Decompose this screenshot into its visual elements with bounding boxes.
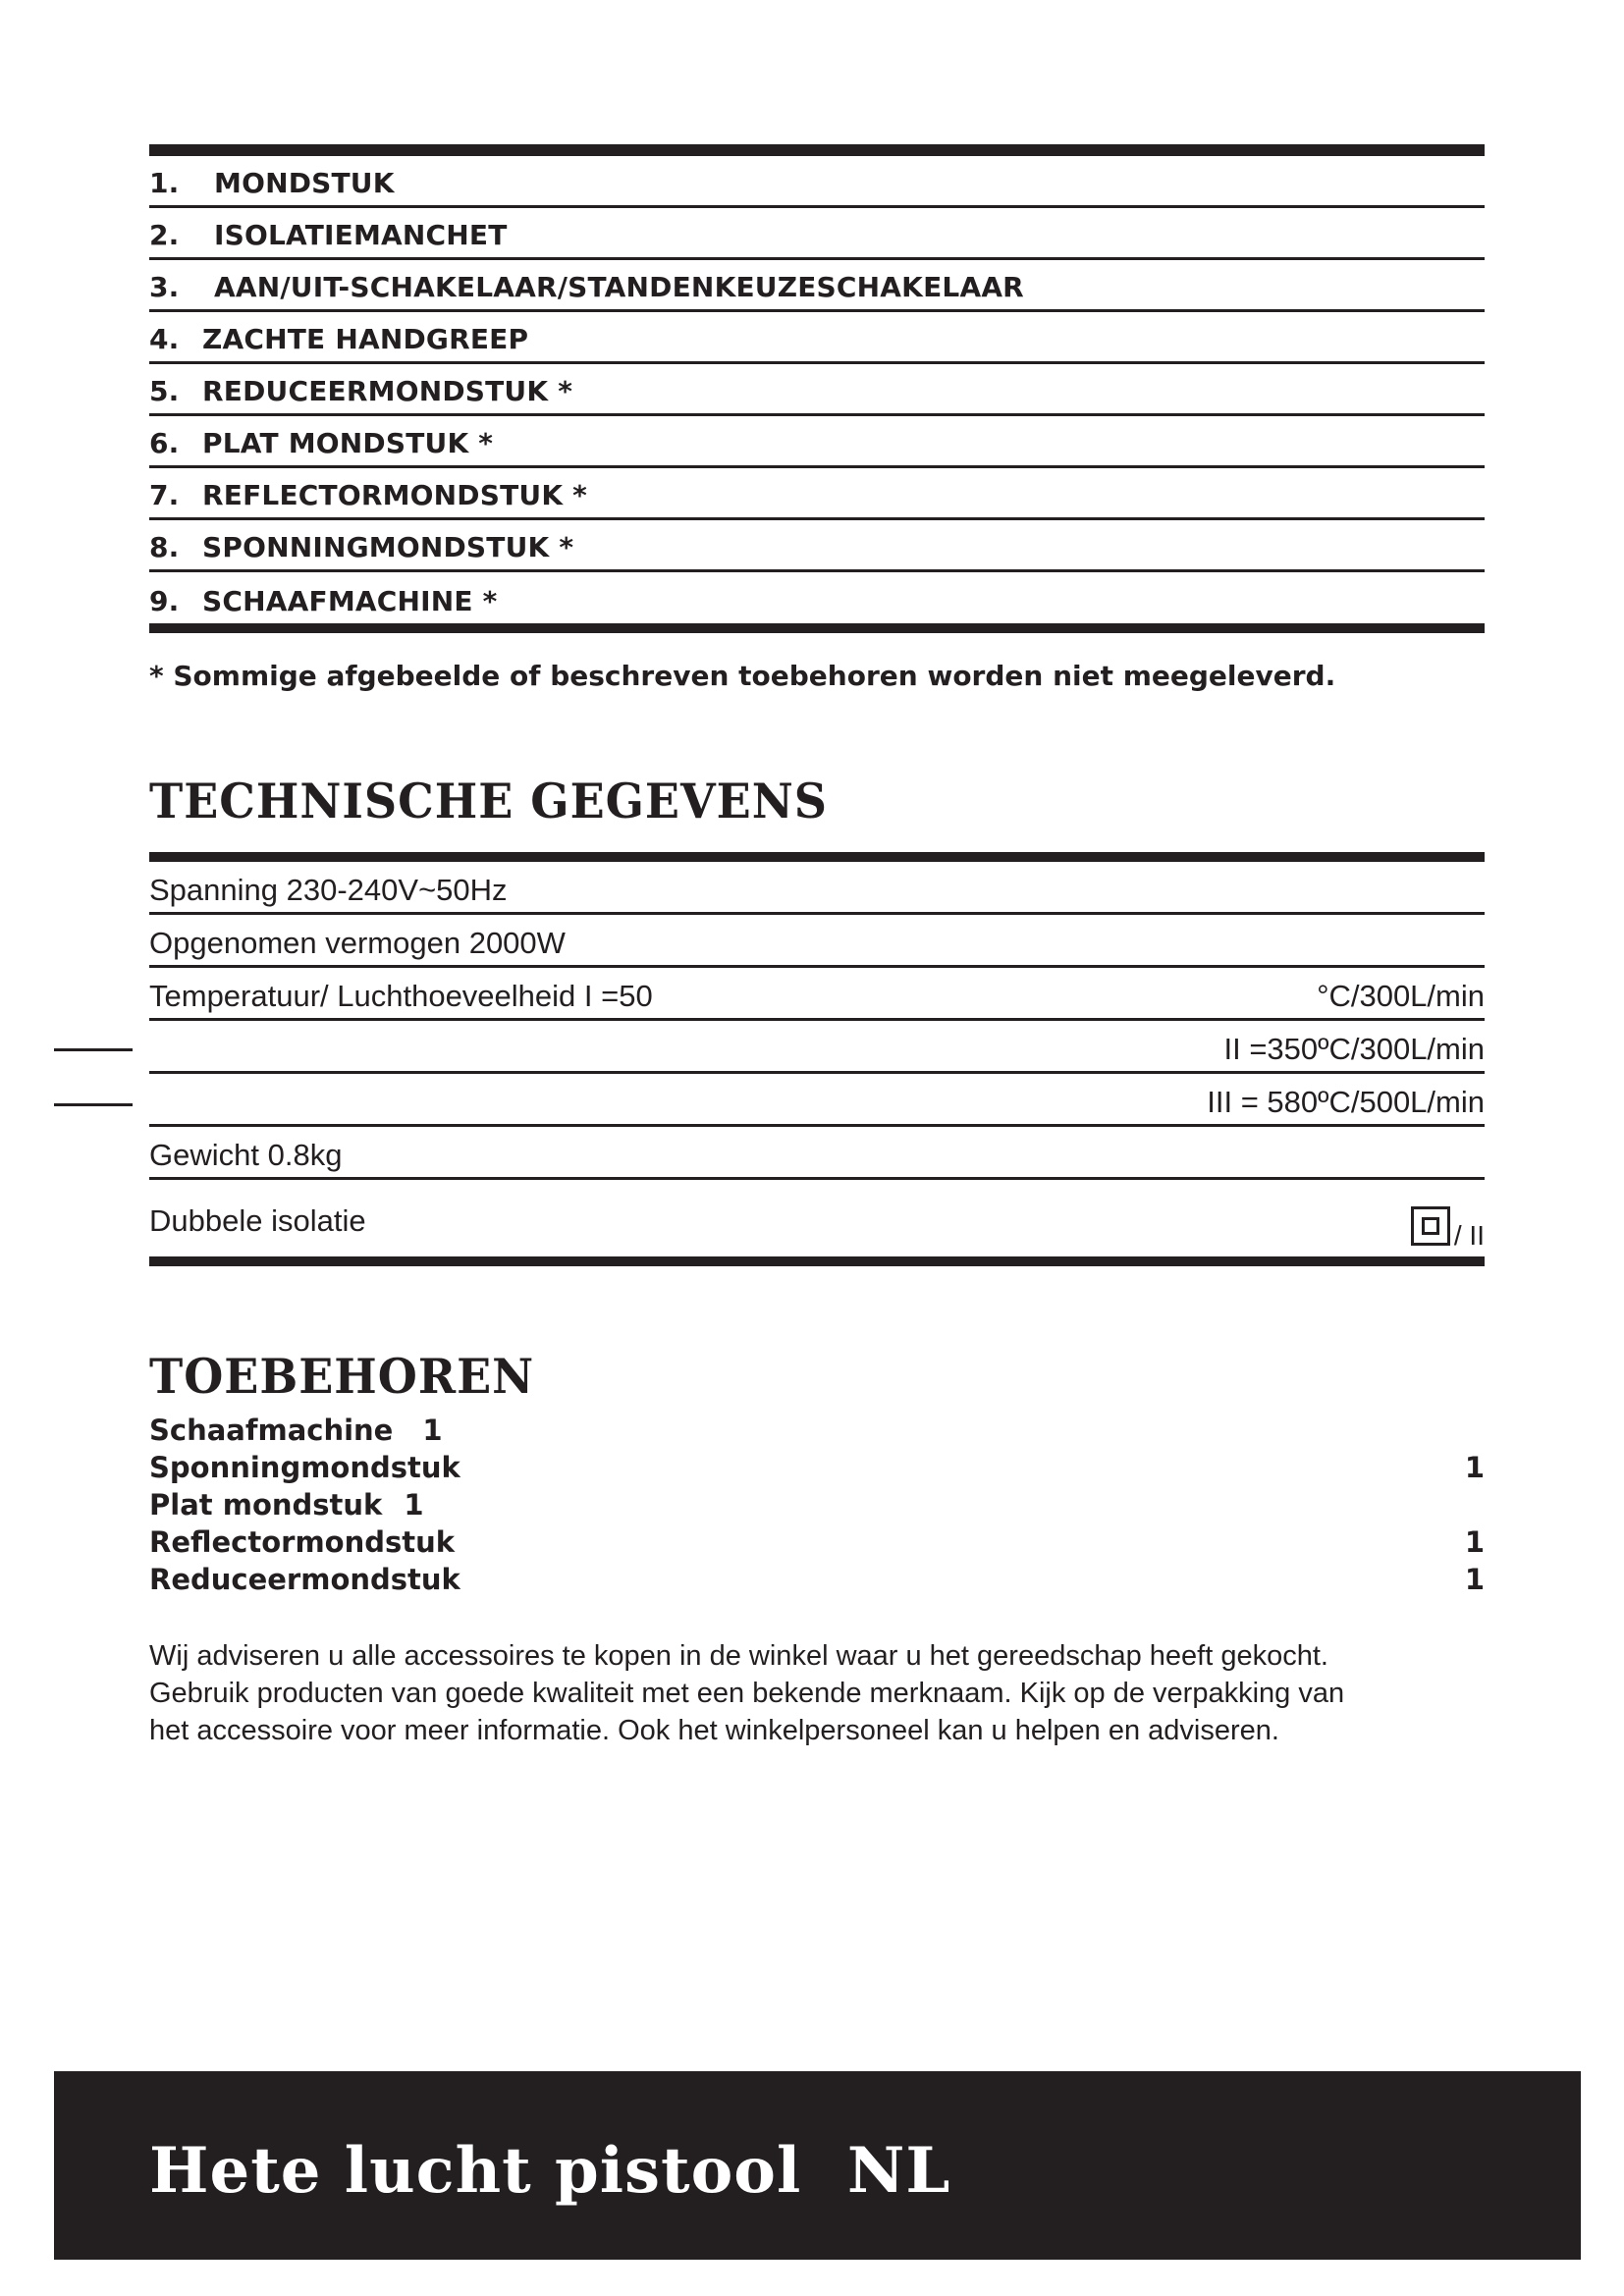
part-number: 7. (149, 479, 180, 511)
parts-list-item (149, 312, 1485, 364)
part-number: 1. (149, 167, 180, 199)
part-number: 9. (149, 585, 180, 617)
parts-list-item (149, 468, 1485, 520)
double-insulation-icon (1411, 1206, 1450, 1246)
margin-mark (54, 1103, 133, 1106)
accessory-name: Plat mondstuk (149, 1488, 383, 1522)
accessory-name: Reduceermondstuk (149, 1563, 460, 1596)
spec-value: III = 580ºC/500L/min (1207, 1084, 1485, 1119)
parts-list-item (149, 364, 1485, 416)
part-label: REFLECTORMONDSTUK * (202, 479, 588, 511)
spec-label: Gewicht 0.8kg (149, 1137, 343, 1172)
accessory-qty: 1 (1464, 1563, 1485, 1596)
part-label: ZACHTE HANDGREEP (202, 323, 529, 355)
accessory-item (149, 1486, 1485, 1523)
accessories-list (149, 1412, 1485, 1598)
spec-row (149, 862, 1485, 915)
part-number: 6. (149, 427, 180, 459)
footer-band (54, 2071, 1581, 2260)
accessory-qty: 1 (422, 1414, 443, 1447)
advice-line: het accessoire voor meer informatie. Ook het winkelpersoneel kan u helpen en adviseren. (149, 1715, 1279, 1746)
spec-row (149, 968, 1485, 1021)
part-number: 4. (149, 323, 180, 355)
accessory-item (149, 1412, 1485, 1449)
spec-label: Dubbele isolatie (149, 1203, 366, 1238)
part-label: MONDSTUK (214, 167, 395, 199)
spec-value: °C/300L/min (1317, 978, 1485, 1013)
spec-label: Opgenomen vermogen 2000W (149, 925, 566, 960)
spec-row (149, 1074, 1485, 1127)
parts-list-item (149, 156, 1485, 208)
part-label: ISOLATIEMANCHET (214, 219, 508, 251)
spec-row (149, 1021, 1485, 1074)
spec-label: Spanning 230-240V~50Hz (149, 872, 508, 907)
parts-list-item (149, 208, 1485, 260)
insulation-class: / II (1453, 1220, 1485, 1251)
double-insulation-symbol (1411, 1206, 1485, 1251)
language-code: NL (846, 2134, 951, 2208)
margin-mark (54, 1048, 133, 1051)
part-number: 3. (149, 271, 180, 303)
accessory-item (149, 1449, 1485, 1486)
part-label: REDUCEERMONDSTUK * (202, 375, 573, 407)
spec-row (149, 915, 1485, 968)
footnote: * Sommige afgebeelde of beschreven toebehoren worden niet meegeleverd. (149, 660, 1336, 692)
part-label: AAN/UIT-SCHAKELAAR/STANDENKEUZESCHAKELAAR (214, 271, 1024, 303)
accessory-qty: 1 (404, 1488, 424, 1522)
specs-table (149, 852, 1485, 1266)
accessory-name: Schaafmachine (149, 1414, 394, 1447)
part-number: 2. (149, 219, 180, 251)
accessory-qty: 1 (1464, 1451, 1485, 1484)
parts-list (149, 144, 1485, 633)
advice-line: Wij adviseren u alle accessoires te kopen in de winkel waar u het gereedschap heeft gekocht. (149, 1640, 1328, 1672)
spec-label: Temperatuur/ Luchthoeveelheid I =50 (149, 978, 653, 1013)
part-number: 8. (149, 531, 180, 563)
spec-row-double-insulation (149, 1180, 1485, 1256)
parts-list-item (149, 572, 1485, 623)
advice-line: Gebruik producten van goede kwaliteit met een bekende merknaam. Kijk op de verpakking van (149, 1678, 1345, 1709)
parts-list-item (149, 416, 1485, 468)
part-label: SPONNINGMONDSTUK * (202, 531, 574, 563)
accessory-item (149, 1523, 1485, 1561)
spec-row (149, 1127, 1485, 1180)
accessory-name: Reflectormondstuk (149, 1525, 456, 1559)
parts-list-item (149, 520, 1485, 572)
part-label: PLAT MONDSTUK * (202, 427, 494, 459)
tech-heading: TECHNISCHE GEGEVENS (149, 774, 829, 829)
part-number: 5. (149, 375, 180, 407)
part-label: SCHAAFMACHINE * (202, 585, 498, 617)
spec-value: II =350ºC/300L/min (1223, 1031, 1485, 1066)
accessory-item (149, 1561, 1485, 1598)
product-name: Hete lucht pistool (149, 2134, 802, 2208)
accessory-name: Sponningmondstuk (149, 1451, 460, 1484)
parts-list-item (149, 260, 1485, 312)
accessory-qty: 1 (1464, 1525, 1485, 1559)
footer-title (149, 2134, 950, 2208)
advice-paragraph (149, 1637, 1485, 1749)
accessories-heading: TOEBEHOREN (149, 1349, 535, 1405)
